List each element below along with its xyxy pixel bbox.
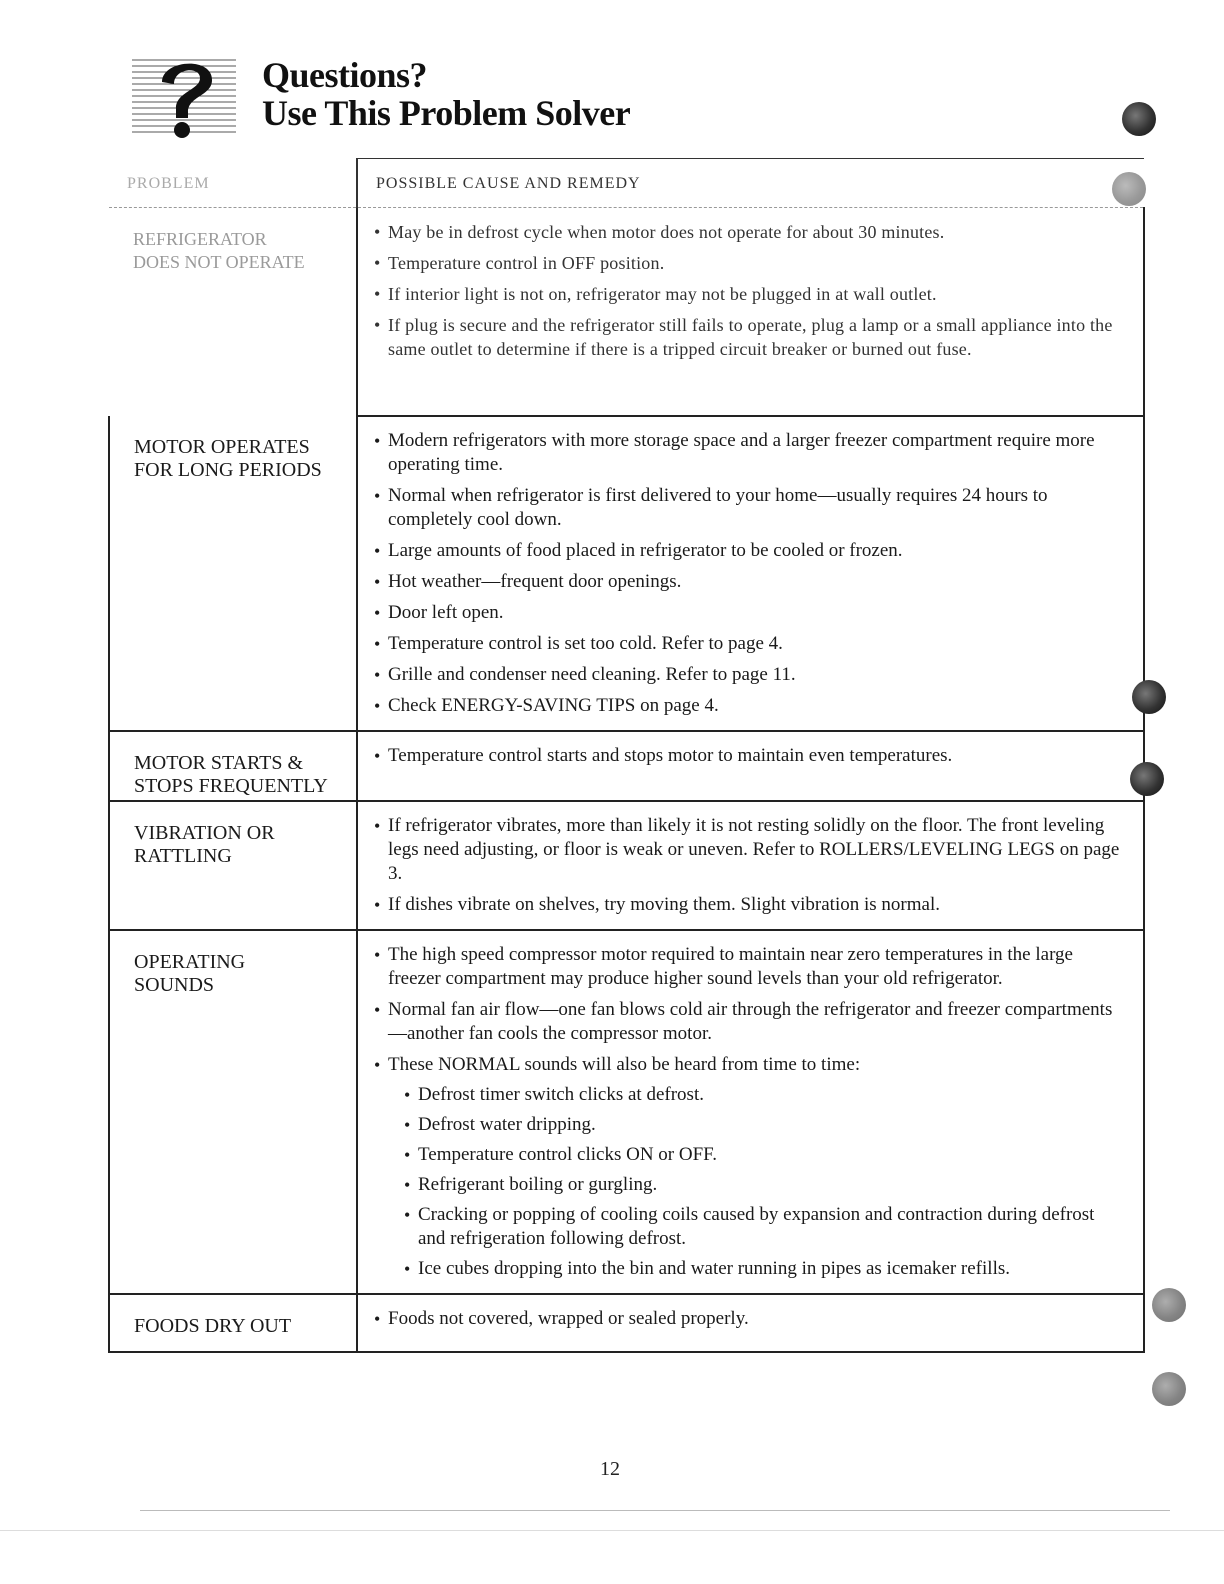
scan-artifact-line — [0, 1530, 1224, 1531]
binder-hole — [1130, 762, 1164, 796]
binder-hole — [1152, 1288, 1186, 1322]
problem-label: REFRIGERATOR — [133, 229, 267, 249]
cause-cell — [357, 731, 1144, 801]
problem-cell — [109, 208, 357, 416]
problem-solver-table — [108, 158, 1145, 1353]
cause-item: • Hot weather—frequent door openings. — [374, 570, 1125, 594]
cause-item: • Temperature control starts and stops motor to maintain even temperatures. — [374, 744, 1125, 768]
cause-item: • Temperature control is set too cold. Refer to page 4. — [374, 632, 1125, 656]
problem-label: OPERATING — [134, 950, 246, 973]
cause-cell — [357, 416, 1144, 731]
table-header-row — [109, 159, 1144, 208]
cause-item: • Normal when refrigerator is first delivered to your home—usually requires 24 hours to completely cool down. — [374, 484, 1125, 532]
cause-item: • If interior light is not on, refrigerator may not be plugged in at wall outlet. — [374, 282, 1125, 306]
binder-hole — [1132, 680, 1166, 714]
cause-item: • Modern refrigerators with more storage space and a larger freezer compartment require more operating time. — [374, 429, 1125, 477]
scan-artifact-line — [140, 1510, 1170, 1511]
page-number: 12 — [600, 1458, 620, 1480]
sub-cause-item: • Cracking or popping of cooling coils caused by expansion and contraction during defrost and refrigeration following defrost. — [404, 1203, 1125, 1251]
sub-cause-item: • Defrost timer switch clicks at defrost. — [404, 1083, 1125, 1107]
sub-cause-item: • Refrigerant boiling or gurgling. — [404, 1173, 1125, 1197]
cause-item: • If dishes vibrate on shelves, try moving them. Slight vibration is normal. — [374, 893, 1125, 917]
table-row — [109, 416, 1144, 731]
title-line-2: Use This Problem Solver — [262, 93, 631, 133]
page-title — [262, 56, 630, 132]
problem-cell — [109, 416, 357, 731]
sub-cause-item: • Defrost water dripping. — [404, 1113, 1125, 1137]
sub-cause-item: • Ice cubes dropping into the bin and water running in pipes as icemaker refills. — [404, 1257, 1125, 1281]
binder-hole — [1122, 102, 1156, 136]
table-row — [109, 731, 1144, 801]
problem-label: MOTOR OPERATES — [134, 435, 310, 458]
problem-label: MOTOR STARTS & — [134, 751, 304, 774]
cause-item: • If refrigerator vibrates, more than likely it is not resting solidly on the floor. The front leveling legs need adjusting, or floor is weak or uneven. Refer to ROLLERS/LEVELING LEGS on page 3. — [374, 814, 1125, 886]
problem-label: VIBRATION OR — [134, 821, 275, 844]
table-row — [109, 801, 1144, 930]
problem-label: DOES NOT OPERATE — [133, 252, 305, 272]
table-row — [109, 1294, 1144, 1352]
cause-cell — [357, 801, 1144, 930]
sub-cause-item: • Temperature control clicks ON or OFF. — [404, 1143, 1125, 1167]
problem-label: SOUNDS — [134, 973, 215, 996]
cause-cell — [357, 1294, 1144, 1352]
cause-cell — [357, 930, 1144, 1294]
table-row — [109, 930, 1144, 1294]
cause-item: • Foods not covered, wrapped or sealed properly. — [374, 1307, 1125, 1331]
problem-cell — [109, 1294, 357, 1352]
cause-item: • If plug is secure and the refrigerator still fails to operate, plug a lamp or a small appliance into the same outlet to determine if there is a tripped circuit breaker or burned out fuse. — [374, 313, 1125, 361]
title-line-1: Questions? — [262, 55, 428, 95]
problem-label: FOODS DRY OUT — [134, 1314, 292, 1337]
cause-item: • Grille and condenser need cleaning. Refer to page 11. — [374, 663, 1125, 687]
column-header-cause: POSSIBLE CAUSE AND REMEDY — [357, 159, 1144, 208]
cause-cell — [357, 208, 1144, 416]
cause-item: • Normal fan air flow—one fan blows cold air through the refrigerator and freezer compartments—another fan cools the compressor motor. — [374, 998, 1125, 1046]
problem-cell — [109, 801, 357, 930]
table-row — [109, 208, 1144, 416]
cause-item: • Door left open. — [374, 601, 1125, 625]
page-header — [128, 46, 828, 156]
cause-item: • May be in defrost cycle when motor does not operate for about 30 minutes. — [374, 220, 1125, 244]
column-header-problem: PROBLEM — [109, 159, 357, 208]
cause-item: • Temperature control in OFF position. — [374, 251, 1125, 275]
cause-item: • Large amounts of food placed in refrigerator to be cooled or frozen. — [374, 539, 1125, 563]
problem-label: RATTLING — [134, 844, 232, 867]
problem-cell — [109, 731, 357, 801]
cause-text: These NORMAL sounds will also be heard from time to time: — [388, 1053, 861, 1075]
problem-label: FOR LONG PERIODS — [134, 458, 322, 481]
problem-cell — [109, 930, 357, 1294]
cause-item — [374, 1053, 1125, 1281]
cause-item: • Check ENERGY-SAVING TIPS on page 4. — [374, 694, 1125, 718]
cause-item: • The high speed compressor motor required to maintain near zero temperatures in the large freezer compartment may produce higher sound levels than your old refrigerator. — [374, 943, 1125, 991]
problem-label: STOPS FREQUENTLY — [134, 774, 328, 797]
binder-hole — [1152, 1372, 1186, 1406]
binder-hole — [1112, 172, 1146, 206]
question-mark-icon — [128, 46, 240, 146]
